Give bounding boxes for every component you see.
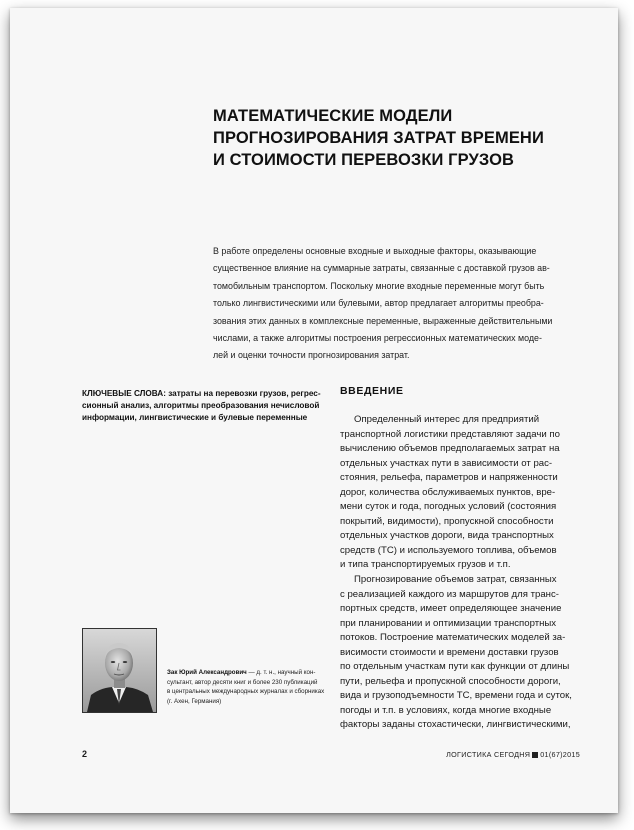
author-bio-line: — д. т. н., научный кон- <box>246 669 316 676</box>
abstract-line: томобильным транспортом. Поскольку многие входные переменные могут быть <box>213 280 545 291</box>
title-line: МАТЕМАТИЧЕСКИЕ МОДЕЛИ <box>213 107 453 125</box>
author-name: Зак Юрий Александрович <box>167 669 247 676</box>
article-title <box>213 105 593 171</box>
journal-issue: 01(67)2015 <box>540 750 580 759</box>
journal-footer <box>446 750 580 759</box>
body-line: погоды и т.п. в условиях, когда многие входные <box>340 704 552 716</box>
journal-page <box>10 8 618 813</box>
author-bio-line: (г. Ахен, Германия) <box>167 697 222 705</box>
keywords <box>82 388 332 425</box>
abstract-line: лей и оценки точности прогнозирования затрат. <box>213 350 410 361</box>
abstract-line: В работе определены основные входные и выходные факторы, оказывающие <box>213 246 537 256</box>
body-line: средств (ТС) и используемого топлива, объемов <box>340 544 557 556</box>
body-line: с реализацией каждого из маршрутов для транс- <box>340 588 559 600</box>
body-line: отдельных участках пути в зависимости от рас- <box>340 457 553 469</box>
abstract-line: существенное влияние на суммарные затраты, связанные с доставкой грузов ав- <box>213 263 550 274</box>
body-line: Определенный интерес для предприятий <box>354 414 540 425</box>
page-number: 2 <box>82 749 88 759</box>
body-line: дорог, количества обслуживаемых пунктов, вре- <box>340 486 556 498</box>
body-line: портных средств, имеет определяющее значение <box>340 603 562 615</box>
body-line: потоков. Построение математических моделей за- <box>340 632 566 644</box>
title-line: И СТОИМОСТИ ПЕРЕВОЗКИ ГРУЗОВ <box>213 151 515 169</box>
body-line: вычислению объемов предполагаемых затрат на <box>340 443 560 455</box>
body-line: пути, рельефа и пропускной способности дороги, <box>340 675 561 687</box>
body-line: и типа транспортируемых грузов и т.п. <box>340 559 511 571</box>
square-separator-icon <box>532 752 538 758</box>
body-line: висимости стоимости и времени доставки грузов <box>340 646 559 658</box>
title-line: ПРОГНОЗИРОВАНИЯ ЗАТРАТ ВРЕМЕНИ <box>213 129 544 147</box>
abstract-line: числами, а также алгоритмы построения регрессионных математических моде- <box>213 333 542 344</box>
abstract-line: зования этих данных в комплексные переменные, выраженные действительными <box>213 315 553 326</box>
author-photo <box>82 628 157 713</box>
author-bio <box>167 668 337 706</box>
body-line: факторы заданы стохастически, лингвистическими, <box>340 719 571 731</box>
body-line: вида и грузоподъемности ТС, времени года и суток, <box>340 690 572 702</box>
journal-name: ЛОГИСТИКА СЕГОДНЯ <box>446 750 531 759</box>
author-bio-line: в центральных международных журналах и сборниках <box>167 688 325 695</box>
body-line: при планировании и оптимизации транспортных <box>340 617 557 629</box>
body-line: по отдельным участкам пути как функции от длины <box>340 661 570 673</box>
body-line: покрытий, видимости), пропускной способности <box>340 515 554 527</box>
body-line: мени суток и года, погодных условий (состояния <box>340 501 557 513</box>
keywords-line: информации, лингвистические и булевые переменные <box>82 413 308 423</box>
abstract <box>213 243 589 365</box>
body-text <box>340 413 602 733</box>
keywords-line: КЛЮЧЕВЫЕ СЛОВА: затраты на перевозки грузов, регрес- <box>82 389 321 398</box>
author-bio-line: сультант, автор десяти книг и более 230 публикаций <box>167 678 318 686</box>
body-line: отдельных участков дороги, вида транспортных <box>340 530 554 542</box>
body-line: стояния, рельефа, параметров и напряженности <box>340 472 558 484</box>
body-line: транспортной логистики представляют задачи по <box>340 428 560 440</box>
abstract-line: только лингвистическими или булевыми, автор предлагает алгоритмы преобра- <box>213 298 544 309</box>
body-line: Прогнозирование объемов затрат, связанных <box>354 574 557 586</box>
author-portrait-image <box>83 629 156 712</box>
keywords-line: сионный анализ, алгоритмы преобразования нечисловой <box>82 401 320 411</box>
section-heading: ВВЕДЕНИЕ <box>340 385 404 397</box>
